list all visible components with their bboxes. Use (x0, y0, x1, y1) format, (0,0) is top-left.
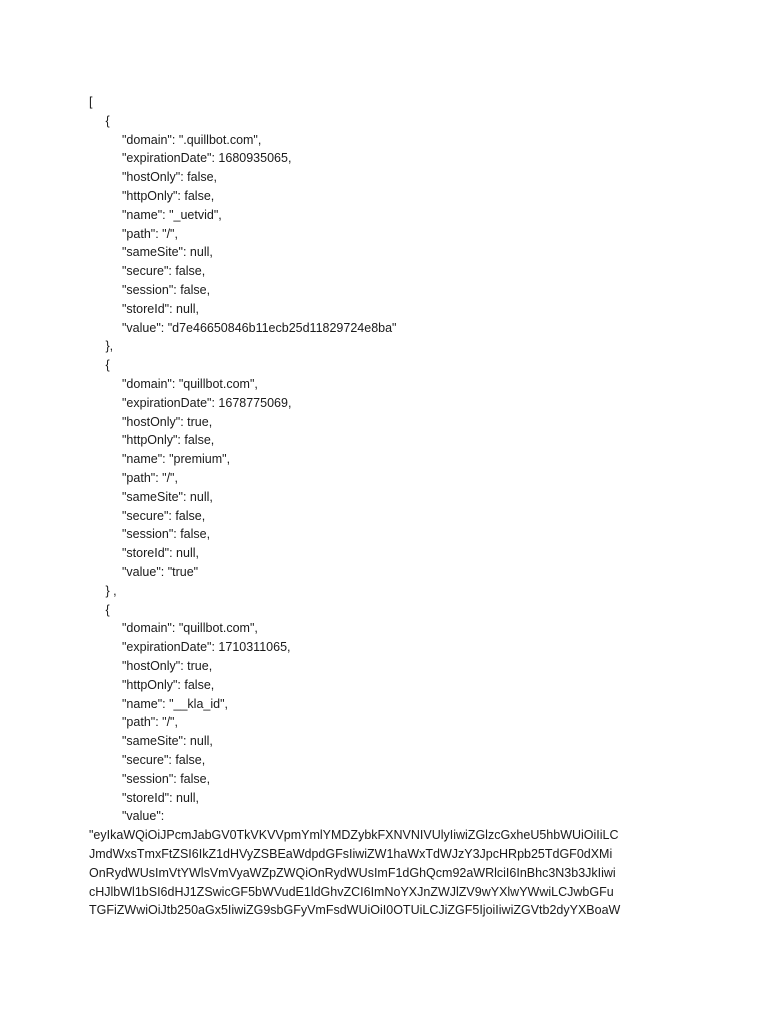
document-line: "httpOnly": false, (122, 677, 215, 692)
document-line: "value": "true" (122, 565, 199, 579)
document-line: "secure": false, (122, 508, 206, 523)
document-line: "eyIkaWQiOiJPcmJabGV0TkVKVVpmYmlYMDZybkFXNVNIVUlyIiwiZGlzcGxheU5hbWUiOiIiLC (89, 828, 619, 843)
document-line: "hostOnly": false, (122, 170, 218, 185)
document-line: "httpOnly": false, (122, 189, 215, 203)
document-line: "secure": false, (122, 753, 206, 767)
document-line: "expirationDate": 1678775069, (122, 395, 292, 410)
document-line: { (105, 602, 110, 617)
document-line: "domain": ".quillbot.com", (122, 132, 262, 147)
document-line: "storeId": null, (122, 790, 199, 805)
document-line: cHJlbWl1bSI6dHJ1ZSwicGF5bWVudE1ldGhvZCI6ImNoYXJnZWJlZV9wYXlwYWwiLCJwbGFu (89, 884, 614, 899)
document-line: "path": "/", (122, 471, 178, 485)
document-line: "storeId": null, (122, 546, 199, 561)
document-line: TGFiZWwiOiJtb250aGx5IiwiZG9sbGFyVmFsdWUiOiI0OTUiLCJiZGF5IjoiIiwiZGVtb2dyYXBoaW (89, 903, 621, 918)
document-line: "name": "premium", (122, 452, 231, 467)
document-line: "storeId": null, (122, 301, 199, 316)
document-line: { (105, 113, 110, 128)
document-line: OnRydWUsImVtYWlsVmVyaWZpZWQiOnRydWUsImF1dGhQcm92aWRlciI6InBhc3N3b3JkIiwi (89, 865, 616, 880)
document-line: } , (105, 583, 117, 598)
document-line: "domain": "quillbot.com", (122, 621, 258, 636)
document-line: "name": "_uetvid", (122, 207, 222, 222)
document-line: JmdWxsTmxFtZSI6IkZ1dHVyZSBEaWdpdGFsIiwiZW1haWxTdWJzY3JpcHRpb25TdGF0dXMi (89, 847, 613, 861)
document-line: "secure": false, (122, 264, 206, 279)
document-line: "sameSite": null, (122, 245, 213, 260)
document-line: "expirationDate": 1710311065, (122, 640, 291, 655)
document-line: "session": false, (122, 283, 211, 297)
document-line: "value": "d7e46650846b11ecb25d11829724e8ba" (122, 320, 397, 335)
document-line: { (105, 358, 110, 373)
document-line: "hostOnly": true, (122, 414, 213, 429)
document-line: "path": "/", (122, 226, 178, 241)
document-line: "expirationDate": 1680935065, (122, 151, 292, 166)
document-line: "path": "/", (122, 715, 178, 730)
document-line: "sameSite": null, (122, 489, 213, 504)
document-line: [ (89, 95, 93, 109)
document-line: "name": "__kla_id", (122, 696, 228, 711)
document-line: "sameSite": null, (122, 734, 213, 749)
document-line: "httpOnly": false, (122, 433, 215, 448)
document-line: "hostOnly": true, (122, 659, 213, 673)
document-line: "session": false, (122, 771, 211, 786)
document-line: }, (105, 339, 114, 354)
document-line: "domain": "quillbot.com", (122, 377, 258, 391)
document-line: "value": (122, 809, 165, 824)
document-line: "session": false, (122, 527, 211, 542)
